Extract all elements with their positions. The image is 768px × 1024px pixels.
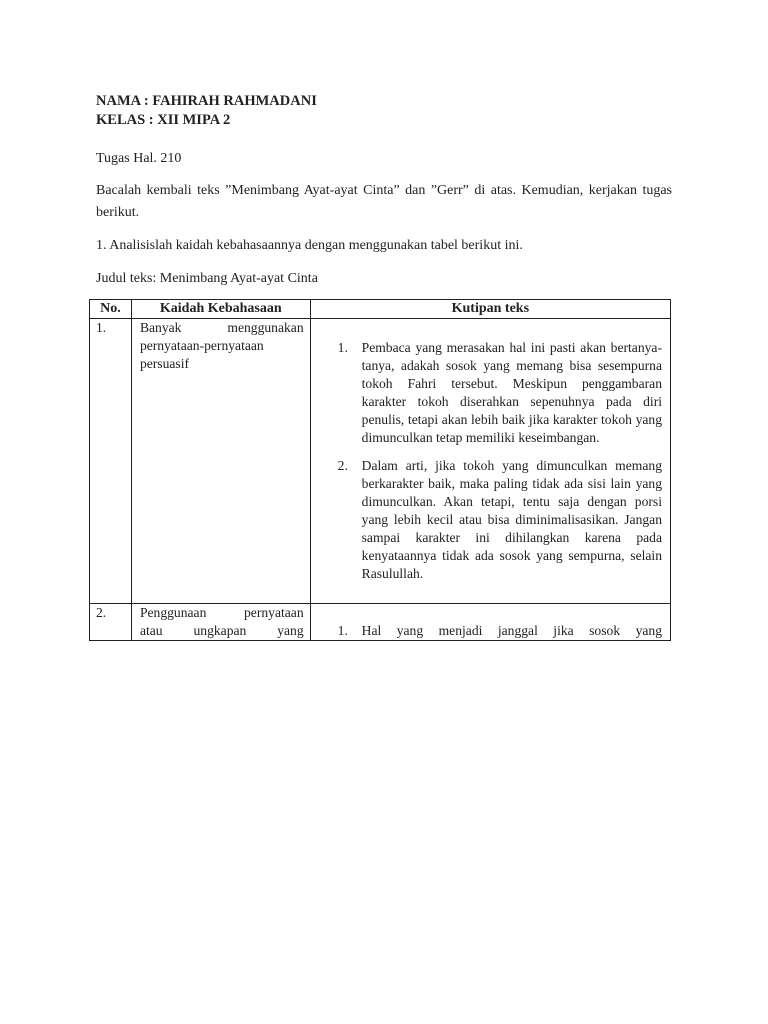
quote-text: Hal yang menjadi janggal jika sosok yang	[361, 623, 662, 638]
quote-item	[311, 339, 662, 447]
text-title: Judul teks: Menimbang Ayat-ayat Cinta	[96, 271, 318, 286]
kutipan-cell	[310, 604, 670, 641]
quote-number: 1.	[337, 623, 348, 638]
analysis-table	[89, 299, 671, 641]
kaidah-line: Banyak menggunakan	[139, 320, 304, 335]
kaidah-cell	[131, 604, 310, 641]
quote-list	[311, 339, 662, 583]
header-kutipan: Kutipan teks	[310, 300, 670, 319]
row-number: 1.	[90, 319, 132, 604]
table-row	[90, 604, 671, 641]
kaidah-line: pernyataan-pernyataan	[139, 338, 264, 353]
assignment-page: Tugas Hal. 210	[96, 151, 182, 166]
kaidah-line: Penggunaan pernyataan	[139, 605, 304, 620]
student-class: KELAS : XII MIPA 2	[96, 112, 231, 128]
question-text: 1. Analisislah kaidah kebahasaannya dengan menggunakan tabel berikut ini.	[96, 238, 523, 253]
table-header-row	[90, 300, 671, 319]
quote-list	[311, 622, 662, 640]
student-name: NAMA : FAHIRAH RAHMADANI	[96, 93, 317, 109]
row-number: 2.	[90, 604, 132, 641]
header-kaidah: Kaidah Kebahasaan	[131, 300, 310, 319]
quote-item	[311, 622, 662, 640]
header-no: No.	[90, 300, 132, 319]
table-row	[90, 319, 671, 604]
quote-number: 1.	[337, 340, 348, 355]
quote-number: 2.	[337, 458, 348, 473]
kaidah-cell	[131, 319, 310, 604]
kaidah-line: persuasif	[139, 356, 190, 371]
kaidah-line: atau ungkapan yang	[139, 623, 304, 638]
quote-item	[311, 457, 662, 583]
quote-text: Pembaca yang merasakan hal ini pasti akan bertanya-tanya, adakah sosok yang memang bisa sesempurna tokoh Fahri tersebut. Meskipun penggambaran karakter tokoh diserahkan sepenuhnya pada diri penulis, tetapi akan lebih baik jika karakter tokoh yang dimunculkan tetap memiliki keseimbangan.	[361, 340, 662, 445]
quote-text: Dalam arti, jika tokoh yang dimunculkan memang berkarakter baik, maka paling tidak ada sisi lain yang dimunculkan. Akan tetapi, tentu saja dengan porsi yang lebih kecil atau bisa diminimalisasikan. Jangan sampai karakter ini dihilangkan karena pada kenyataannya tidak ada sosok yang sempurna, selain Rasulullah.	[361, 458, 662, 581]
instruction-text: Bacalah kembali teks ”Menimbang Ayat-ayat Cinta” dan ”Gerr” di atas. Kemudian, kerjakan tugas berikut.	[96, 183, 672, 220]
document-page	[96, 92, 672, 290]
kutipan-cell	[310, 319, 670, 604]
